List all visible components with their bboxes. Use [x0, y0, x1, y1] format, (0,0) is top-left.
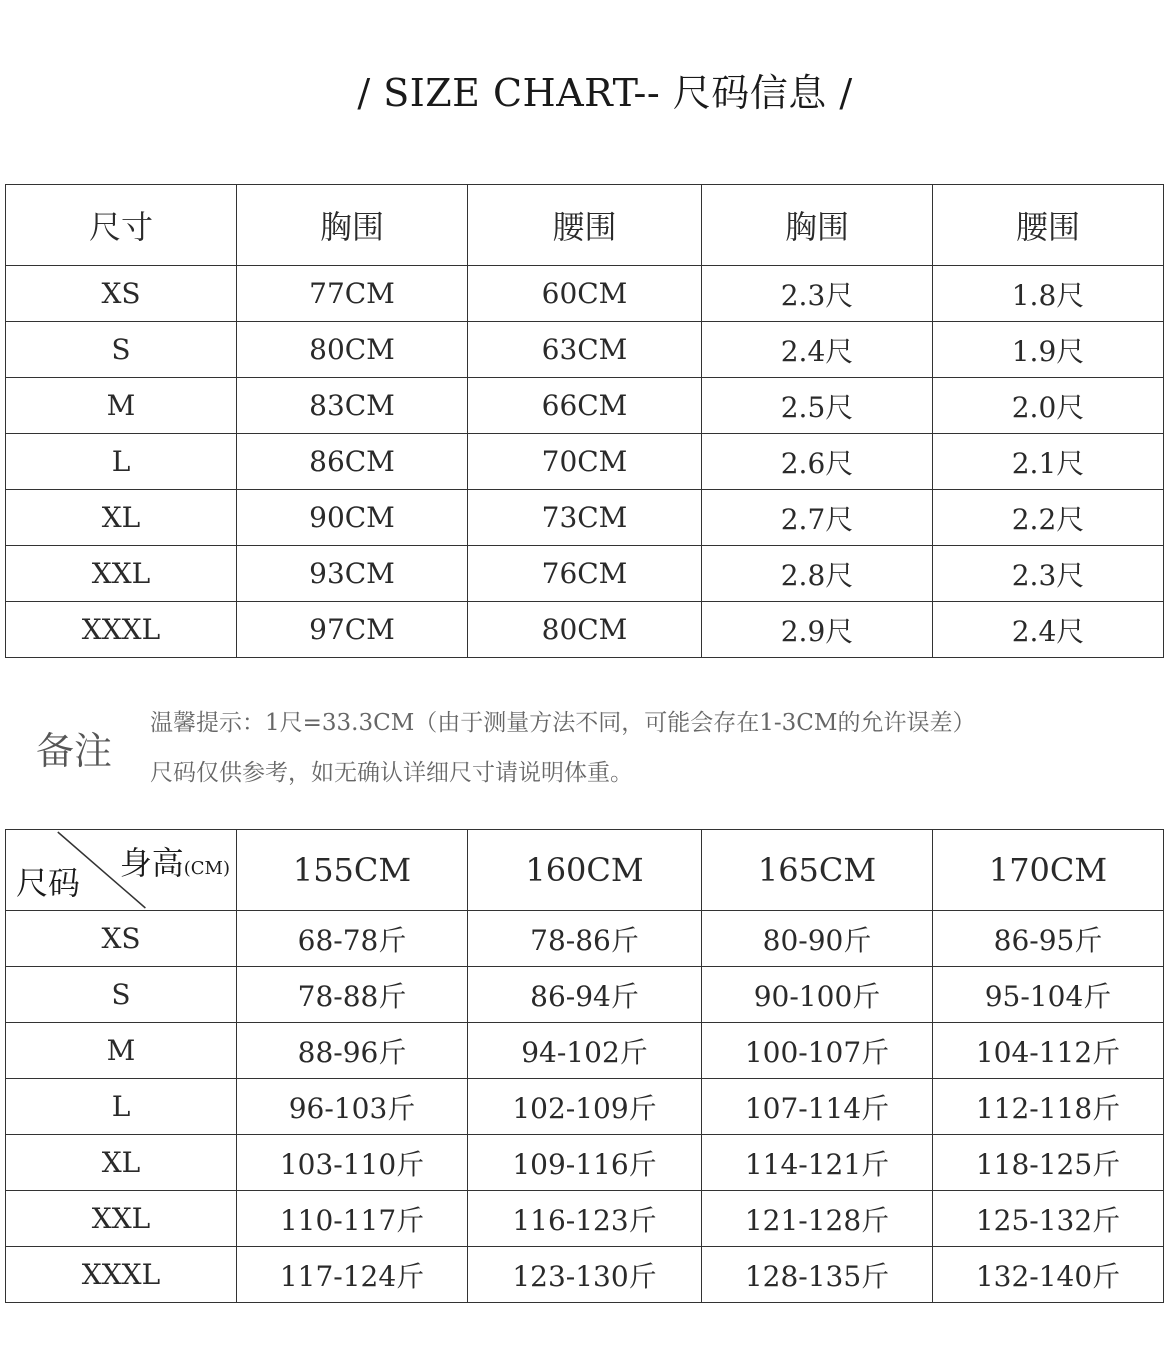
- header-cell: 腰围: [468, 185, 702, 266]
- table-row: [6, 378, 1164, 434]
- measure-cell: 70CM: [468, 434, 702, 490]
- height-unit: (CM): [183, 858, 230, 879]
- corner-header-cell: [6, 830, 237, 911]
- table-row: [6, 967, 1164, 1023]
- size-cell: XS: [6, 911, 237, 967]
- weight-cell: 96-103斤: [237, 1079, 468, 1135]
- size-cell: M: [6, 378, 237, 434]
- size-cell: XXL: [6, 1191, 237, 1247]
- weight-cell: 107-114斤: [702, 1079, 933, 1135]
- weight-cell: 78-86斤: [468, 911, 702, 967]
- weight-cell: 123-130斤: [468, 1247, 702, 1303]
- size-cell: XXL: [6, 546, 237, 602]
- weight-cell: 86-95斤: [933, 911, 1164, 967]
- measure-cell: 2.6尺: [702, 434, 933, 490]
- weight-cell: 125-132斤: [933, 1191, 1164, 1247]
- table-row: [6, 266, 1164, 322]
- weight-cell: 88-96斤: [237, 1023, 468, 1079]
- table-row: [6, 1247, 1164, 1303]
- table-row: [6, 322, 1164, 378]
- table-header-row: [6, 830, 1164, 911]
- measure-cell: 86CM: [237, 434, 468, 490]
- measure-cell: 2.5尺: [702, 378, 933, 434]
- measure-cell: 2.0尺: [933, 378, 1164, 434]
- weight-cell: 104-112斤: [933, 1023, 1164, 1079]
- weight-cell: 68-78斤: [237, 911, 468, 967]
- size-cell: S: [6, 322, 237, 378]
- height-header-cell: 160CM: [468, 830, 702, 911]
- table-row: [6, 602, 1164, 658]
- measure-cell: 77CM: [237, 266, 468, 322]
- weight-cell: 128-135斤: [702, 1247, 933, 1303]
- weight-cell: 121-128斤: [702, 1191, 933, 1247]
- table-row: [6, 546, 1164, 602]
- size-cell: XS: [6, 266, 237, 322]
- table-row: [6, 434, 1164, 490]
- header-cell: 腰围: [933, 185, 1164, 266]
- weight-cell: 94-102斤: [468, 1023, 702, 1079]
- weight-cell: 103-110斤: [237, 1135, 468, 1191]
- measure-cell: 2.4尺: [933, 602, 1164, 658]
- measure-cell: 2.3尺: [702, 266, 933, 322]
- table-row: [6, 490, 1164, 546]
- weight-cell: 109-116斤: [468, 1135, 702, 1191]
- size-cell: XXXL: [6, 1247, 237, 1303]
- measure-cell: 2.9尺: [702, 602, 933, 658]
- size-cell: XL: [6, 1135, 237, 1191]
- note-reference-text: 尺码仅供参考，如无确认详细尺寸请说明体重。: [150, 760, 633, 786]
- weight-cell: 90-100斤: [702, 967, 933, 1023]
- page-title: / SIZE CHART-- 尺码信息 /: [357, 71, 853, 115]
- measure-cell: 76CM: [468, 546, 702, 602]
- size-cell: XXXL: [6, 602, 237, 658]
- measure-cell: 73CM: [468, 490, 702, 546]
- measure-cell: 80CM: [237, 322, 468, 378]
- note-tip-text: 温馨提示：1尺=33.3CM（由于测量方法不同，可能会存在1-3CM的允许误差）: [150, 710, 976, 736]
- weight-cell: 78-88斤: [237, 967, 468, 1023]
- size-cell: L: [6, 434, 237, 490]
- table-row: [6, 1023, 1164, 1079]
- measure-cell: 80CM: [468, 602, 702, 658]
- weight-cell: 132-140斤: [933, 1247, 1164, 1303]
- measure-cell: 2.4尺: [702, 322, 933, 378]
- table-row: [6, 1079, 1164, 1135]
- note-label: 备注: [36, 729, 113, 773]
- size-chart-table: [5, 184, 1164, 658]
- weight-chart-table: [5, 829, 1164, 1303]
- size-cell: L: [6, 1079, 237, 1135]
- note-section: [0, 690, 1170, 800]
- size-cell: M: [6, 1023, 237, 1079]
- height-header-cell: 155CM: [237, 830, 468, 911]
- table-row: [6, 911, 1164, 967]
- measure-cell: 2.2尺: [933, 490, 1164, 546]
- weight-cell: 118-125斤: [933, 1135, 1164, 1191]
- measure-cell: 97CM: [237, 602, 468, 658]
- weight-cell: 114-121斤: [702, 1135, 933, 1191]
- header-cell: 尺寸: [6, 185, 237, 266]
- measure-cell: 90CM: [237, 490, 468, 546]
- weight-cell: 86-94斤: [468, 967, 702, 1023]
- height-label: 身高(CM): [119, 844, 230, 882]
- measure-cell: 83CM: [237, 378, 468, 434]
- measure-cell: 2.1尺: [933, 434, 1164, 490]
- weight-cell: 100-107斤: [702, 1023, 933, 1079]
- table-row: [6, 1191, 1164, 1247]
- measure-cell: 1.9尺: [933, 322, 1164, 378]
- table-header-row: [6, 185, 1164, 266]
- header-cell: 胸围: [237, 185, 468, 266]
- weight-cell: 95-104斤: [933, 967, 1164, 1023]
- header-cell: 胸围: [702, 185, 933, 266]
- weight-cell: 110-117斤: [237, 1191, 468, 1247]
- height-header-cell: 170CM: [933, 830, 1164, 911]
- height-header-cell: 165CM: [702, 830, 933, 911]
- measure-cell: 2.7尺: [702, 490, 933, 546]
- weight-cell: 117-124斤: [237, 1247, 468, 1303]
- measure-cell: 2.8尺: [702, 546, 933, 602]
- table-row: [6, 1135, 1164, 1191]
- measure-cell: 63CM: [468, 322, 702, 378]
- measure-cell: 93CM: [237, 546, 468, 602]
- weight-cell: 102-109斤: [468, 1079, 702, 1135]
- weight-cell: 112-118斤: [933, 1079, 1164, 1135]
- size-cell: S: [6, 967, 237, 1023]
- measure-cell: 66CM: [468, 378, 702, 434]
- size-label: 尺码: [16, 864, 81, 902]
- measure-cell: 2.3尺: [933, 546, 1164, 602]
- size-cell: XL: [6, 490, 237, 546]
- measure-cell: 1.8尺: [933, 266, 1164, 322]
- weight-cell: 80-90斤: [702, 911, 933, 967]
- weight-cell: 116-123斤: [468, 1191, 702, 1247]
- measure-cell: 60CM: [468, 266, 702, 322]
